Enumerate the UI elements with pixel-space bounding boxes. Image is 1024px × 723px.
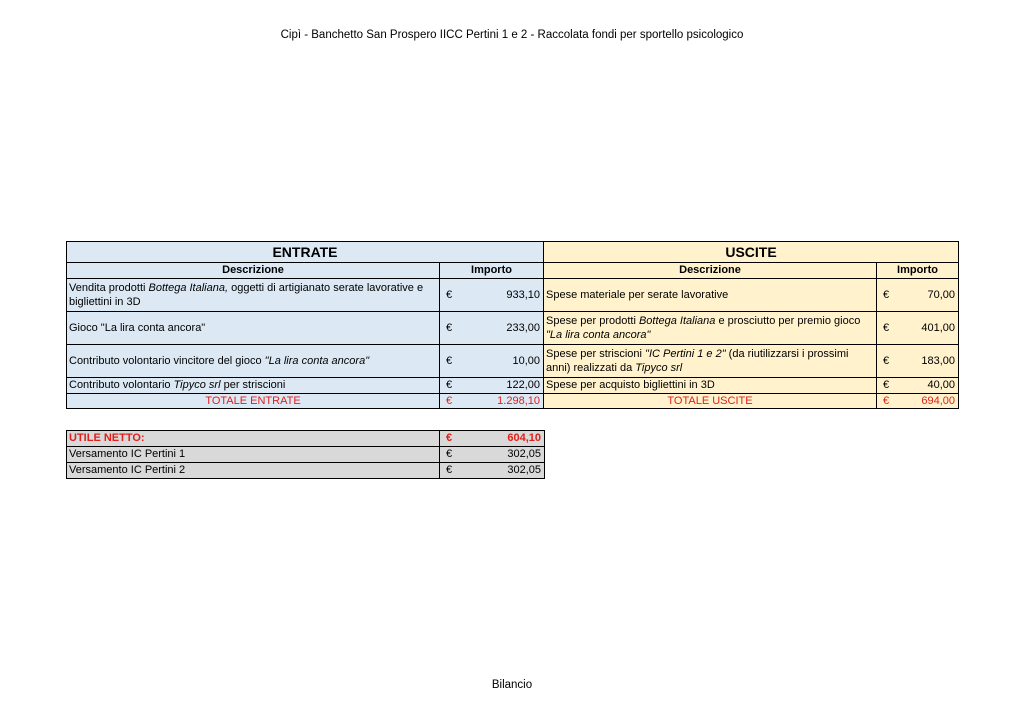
currency-symbol: € xyxy=(440,431,468,447)
table-row xyxy=(67,312,959,345)
currency-symbol: € xyxy=(877,378,905,394)
uscite-description: Spese materiale per serate lavorative xyxy=(544,279,877,312)
uscite-amount: 40,00 xyxy=(905,378,959,394)
summary-amount: 302,05 xyxy=(468,447,545,463)
uscite-col-importo: Importo xyxy=(877,263,959,279)
currency-symbol: € xyxy=(877,394,905,409)
entrate-description: Contributo volontario Tipyco srl per striscioni xyxy=(67,378,440,394)
summary-amount: 302,05 xyxy=(468,463,545,479)
totals-row xyxy=(67,394,959,409)
utile-netto-row xyxy=(67,431,545,447)
totale-entrate-amount: 1.298,10 xyxy=(468,394,544,409)
currency-symbol: € xyxy=(440,463,468,479)
page-title: Cipì - Banchetto San Prospero IICC Pertini 1 e 2 - Raccolata fondi per sportello psicologico xyxy=(280,29,744,41)
table-row xyxy=(67,378,959,394)
entrate-description: Contributo volontario vincitore del gioco "La lira conta ancora" xyxy=(67,345,440,378)
currency-symbol: € xyxy=(440,279,468,312)
totale-uscite-amount: 694,00 xyxy=(905,394,959,409)
entrate-col-descrizione: Descrizione xyxy=(67,263,440,279)
uscite-description: Spese per acquisto bigliettini in 3D xyxy=(544,378,877,394)
summary-label: Versamento IC Pertini 2 xyxy=(67,463,440,479)
summary-amount: 604,10 xyxy=(468,431,545,447)
currency-symbol: € xyxy=(877,345,905,378)
table-row xyxy=(67,447,545,463)
entrate-amount: 233,00 xyxy=(468,312,544,345)
entrate-description: Vendita prodotti Bottega Italiana, oggetti di artigianato serate lavorative e bigliettini in 3D xyxy=(67,279,440,312)
table-row xyxy=(67,463,545,479)
uscite-amount: 70,00 xyxy=(905,279,959,312)
currency-symbol: € xyxy=(877,312,905,345)
totale-entrate-label: TOTALE ENTRATE xyxy=(67,394,440,409)
page-footer: Bilancio xyxy=(491,679,533,691)
table-row xyxy=(67,345,959,378)
entrate-col-importo: Importo xyxy=(440,263,544,279)
uscite-description: Spese per striscioni "IC Pertini 1 e 2" (da riutilizzarsi i prossimi anni) realizzati da Tipyco srl xyxy=(544,345,877,378)
summary-label: Versamento IC Pertini 1 xyxy=(67,447,440,463)
entrate-amount: 10,00 xyxy=(468,345,544,378)
balance-table xyxy=(66,241,959,409)
uscite-header: USCITE xyxy=(544,242,959,263)
currency-symbol: € xyxy=(440,312,468,345)
table-row xyxy=(67,279,959,312)
uscite-description: Spese per prodotti Bottega Italiana e prosciutto per premio gioco "La lira conta ancora" xyxy=(544,312,877,345)
totale-uscite-label: TOTALE USCITE xyxy=(544,394,877,409)
currency-symbol: € xyxy=(877,279,905,312)
currency-symbol: € xyxy=(440,447,468,463)
uscite-col-descrizione: Descrizione xyxy=(544,263,877,279)
currency-symbol: € xyxy=(440,394,468,409)
summary-table xyxy=(66,430,545,479)
entrate-header: ENTRATE xyxy=(67,242,544,263)
entrate-amount: 122,00 xyxy=(468,378,544,394)
summary-label: UTILE NETTO: xyxy=(67,431,440,447)
currency-symbol: € xyxy=(440,345,468,378)
uscite-amount: 183,00 xyxy=(905,345,959,378)
currency-symbol: € xyxy=(440,378,468,394)
entrate-amount: 933,10 xyxy=(468,279,544,312)
uscite-amount: 401,00 xyxy=(905,312,959,345)
entrate-description: Gioco "La lira conta ancora" xyxy=(67,312,440,345)
